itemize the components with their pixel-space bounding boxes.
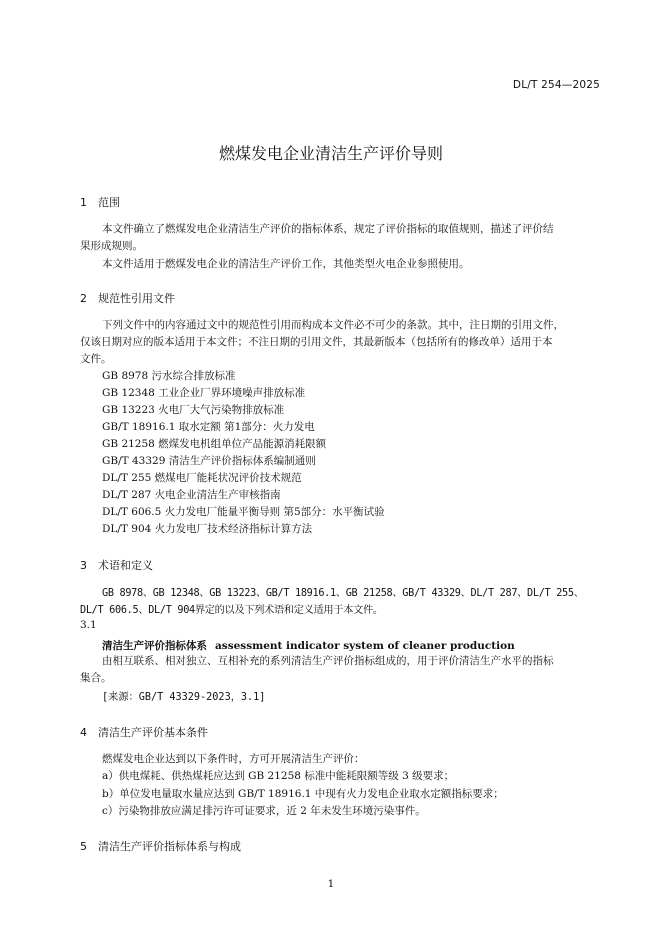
section-number: 1 bbox=[80, 196, 87, 209]
paragraph-line: GB 8978、GB 12348、GB 13223、GB/T 18916.1、GB 21258、GB/T 43329、DL/T 287、DL/T 255、 bbox=[102, 588, 584, 599]
document-title: 燃煤发电企业清洁生产评价导则 bbox=[218, 144, 443, 163]
section-title: 清洁生产评价指标体系与构成 bbox=[98, 840, 241, 853]
section-2-heading bbox=[80, 290, 175, 306]
section-title: 术语和定义 bbox=[98, 559, 153, 572]
paragraph-line: 下列文件中的内容通过文中的规范性引用而构成本文件必不可少的条款。其中，注日期的引用文件， bbox=[102, 319, 564, 331]
section-number: 4 bbox=[80, 726, 87, 739]
reference-item: GB 12348 工业企业厂界环境噪声排放标准 bbox=[102, 387, 306, 399]
list-item: a）供电煤耗、供热煤耗应达到 GB 21258 标准中能耗限额等级 3 级要求； bbox=[102, 770, 455, 782]
page-number: 1 bbox=[327, 878, 335, 890]
reference-item: GB/T 43329 清洁生产评价指标体系编制通则 bbox=[102, 455, 316, 467]
section-number: 2 bbox=[80, 292, 87, 305]
paragraph-line: 燃煤发电企业达到以下条件时，方可开展清洁生产评价： bbox=[102, 753, 365, 765]
section-title: 规范性引用文件 bbox=[98, 292, 175, 305]
section-5-heading bbox=[80, 838, 241, 854]
term-english: assessment indicator system of cleaner production bbox=[215, 640, 515, 652]
section-3-heading bbox=[80, 557, 153, 573]
document-code: DL/T 254—2025 bbox=[512, 79, 600, 91]
section-number: 3 bbox=[80, 559, 87, 572]
paragraph-line: 本文件确立了燃煤发电企业清洁生产评价的指标体系，规定了评价指标的取值规则，描述了评价结 bbox=[102, 223, 554, 235]
term-entry bbox=[102, 636, 515, 654]
reference-item: DL/T 287 火电企业清洁生产审核指南 bbox=[102, 489, 281, 501]
paragraph-line: 文件。 bbox=[80, 353, 112, 365]
reference-item: DL/T 904 火力发电厂技术经济指标计算方法 bbox=[102, 523, 313, 535]
paragraph-line: 仅该日期对应的版本适用于本文件；不注日期的引用文件，其最新版本（包括所有的修改单）适用于本 bbox=[80, 336, 553, 348]
term-source: [来源：GB/T 43329-2023，3.1] bbox=[102, 692, 266, 703]
reference-item: GB 13223 火电厂大气污染物排放标准 bbox=[102, 404, 285, 416]
section-number: 5 bbox=[80, 840, 87, 853]
paragraph-line: DL/T 606.5、DL/T 904界定的以及下列术语和定义适用于本文件。 bbox=[80, 605, 383, 616]
list-item: b）单位发电量取水量应达到 GB/T 18916.1 中现有火力发电企业取水定额指标要求； bbox=[102, 788, 504, 800]
section-title: 清洁生产评价基本条件 bbox=[98, 726, 208, 739]
section-4-heading bbox=[80, 724, 208, 740]
section-1-heading bbox=[80, 194, 120, 210]
reference-item: GB 8978 污水综合排放标准 bbox=[102, 370, 236, 382]
term-number: 3.1 bbox=[80, 619, 97, 631]
definition-line: 集合。 bbox=[80, 672, 112, 684]
reference-item: GB 21258 燃煤发电机组单位产品能源消耗限额 bbox=[102, 438, 327, 450]
reference-item: DL/T 255 燃煤电厂能耗状况评价技术规范 bbox=[102, 472, 302, 484]
list-item: c）污染物排放应满足排污许可证要求，近 2 年未发生环境污染事件。 bbox=[102, 805, 426, 817]
section-title: 范围 bbox=[98, 196, 120, 209]
definition-line: 由相互联系、相对独立、互相补充的系列清洁生产评价指标组成的，用于评价清洁生产水平的指标 bbox=[102, 655, 554, 667]
paragraph-line: 本文件适用于燃煤发电企业的清洁生产评价工作，其他类型火电企业参照使用。 bbox=[102, 258, 470, 270]
paragraph-line: 果形成规则。 bbox=[80, 240, 143, 252]
term-chinese: 清洁生产评价指标体系 bbox=[102, 640, 207, 652]
reference-item: GB/T 18916.1 取水定额 第1部分：火力发电 bbox=[102, 421, 315, 433]
reference-item: DL/T 606.5 火力发电厂能量平衡导则 第5部分：水平衡试验 bbox=[102, 506, 385, 518]
